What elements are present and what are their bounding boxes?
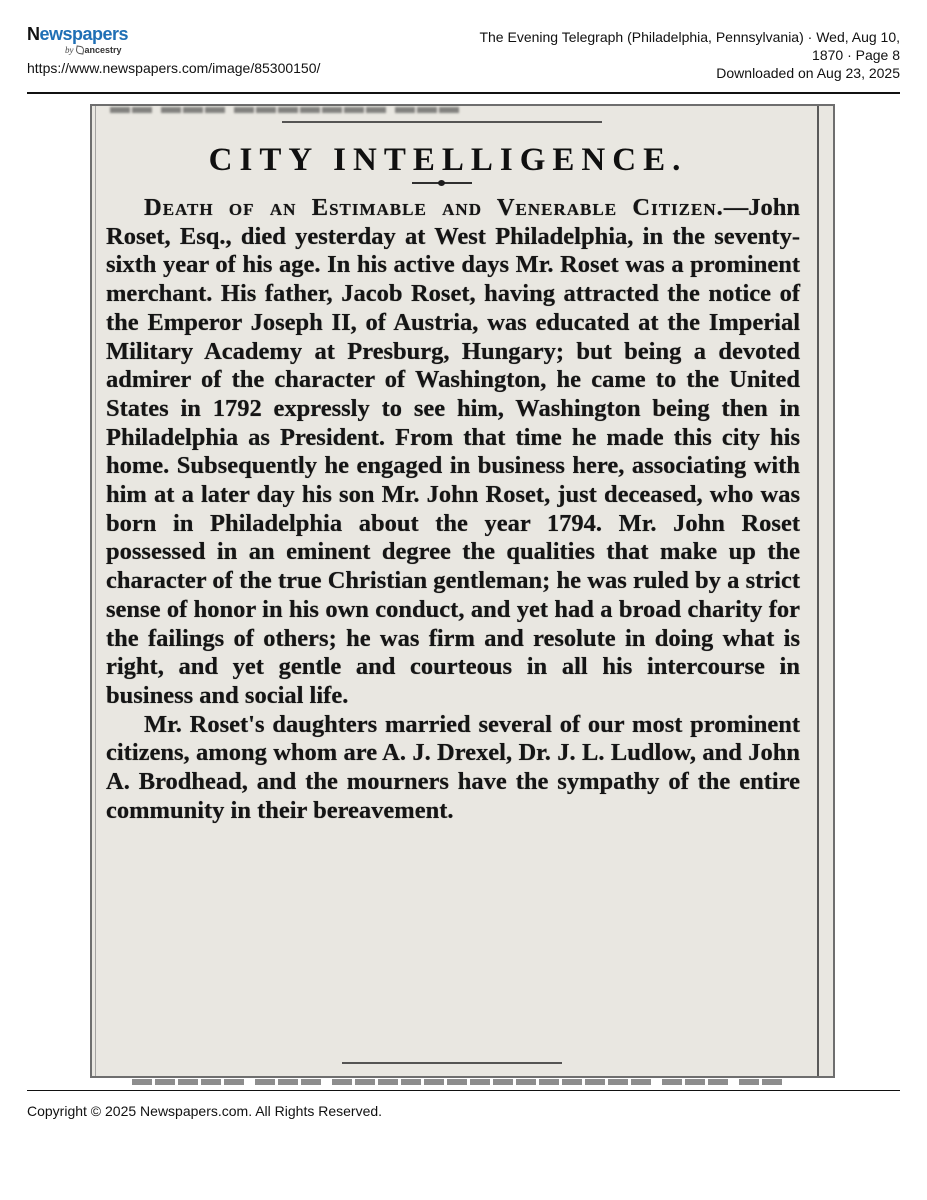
article-body xyxy=(106,194,800,825)
article-paragraph: Mr. Roset's daughters married several of our most prominent citizens, among whom are A. J. Drexel, Dr. J. L. Ludlow, and John A. Brodhead, and the mourners have the sympathy of the entire community in their bereavement. xyxy=(106,710,800,824)
column-rule-right xyxy=(817,106,819,1076)
publication-info xyxy=(460,28,900,82)
image-url[interactable]: https://www.newspapers.com/image/85300150/ xyxy=(27,60,321,76)
paragraph-title: Death of an Estimable and Venerable Citizen. xyxy=(144,194,724,221)
article-headline: CITY INTELLIGENCE. xyxy=(208,142,688,178)
headline-ornament xyxy=(412,182,472,184)
page-header xyxy=(27,22,900,92)
publication-title-line: The Evening Telegraph (Philadelphia, Pennsylvania) · Wed, Aug 10, xyxy=(479,29,900,45)
paragraph-text: —John Roset, Esq., died yesterday at West Philadelphia, in the seventy-sixth year of his age. In his active days Mr. Roset was a prominent merchant. His father, Jacob Roset, having attracted the notice of the Emperor Joseph II, of Austria, was educated at the Imperial Military Academy at Presburg, Hungary; but being a devoted admirer of the character of Washington, he came to the United States in 1792 expressly to see him, Washington being then in Philadelphia as President. From that time he made this city his home. Subsequently he engaged in business here, associating with him at a later day his son Mr. John Roset, just deceased, who was born in Philadelphia about the year 1794. Mr. John Roset possessed in an eminent degree the qualities that make up the character of the true Christian gentleman; he was ruled by a strict sense of honor in his own conduct, and yet had a broad charity for the failings of others; he was firm and resolute in doing what is right, and yet gentle and courteous in all his intercourse in business and social life. xyxy=(106,194,800,709)
article-paragraph xyxy=(106,194,800,711)
cropped-text-top: ▬▬ ▬▬▬ ▬▬▬▬▬▬▬ ▬▬▬ xyxy=(110,96,461,118)
newspaper-clipping xyxy=(90,96,835,1090)
section-rule xyxy=(282,121,602,123)
publication-date-page: 1870 · Page 8 xyxy=(812,47,900,63)
ancestry-leaf-icon xyxy=(75,45,84,54)
header-divider xyxy=(27,92,900,94)
footer-divider xyxy=(27,1090,900,1091)
column-rule-left xyxy=(95,106,96,1076)
download-date: Downloaded on Aug 23, 2025 xyxy=(716,65,900,81)
logo-wordmark: Newspapers xyxy=(27,24,129,44)
logo-byline: by ancestry xyxy=(65,45,122,55)
cropped-text-bottom: ▬▬▬▬▬ ▬▬▬ ▬▬▬▬▬▬▬▬▬▬▬▬▬▬ ▬▬▬ ▬▬ xyxy=(132,1068,785,1090)
article-end-rule xyxy=(342,1062,562,1064)
newspapers-logo[interactable] xyxy=(27,24,147,58)
copyright-notice: Copyright © 2025 Newspapers.com. All Rights Reserved. xyxy=(27,1103,383,1119)
